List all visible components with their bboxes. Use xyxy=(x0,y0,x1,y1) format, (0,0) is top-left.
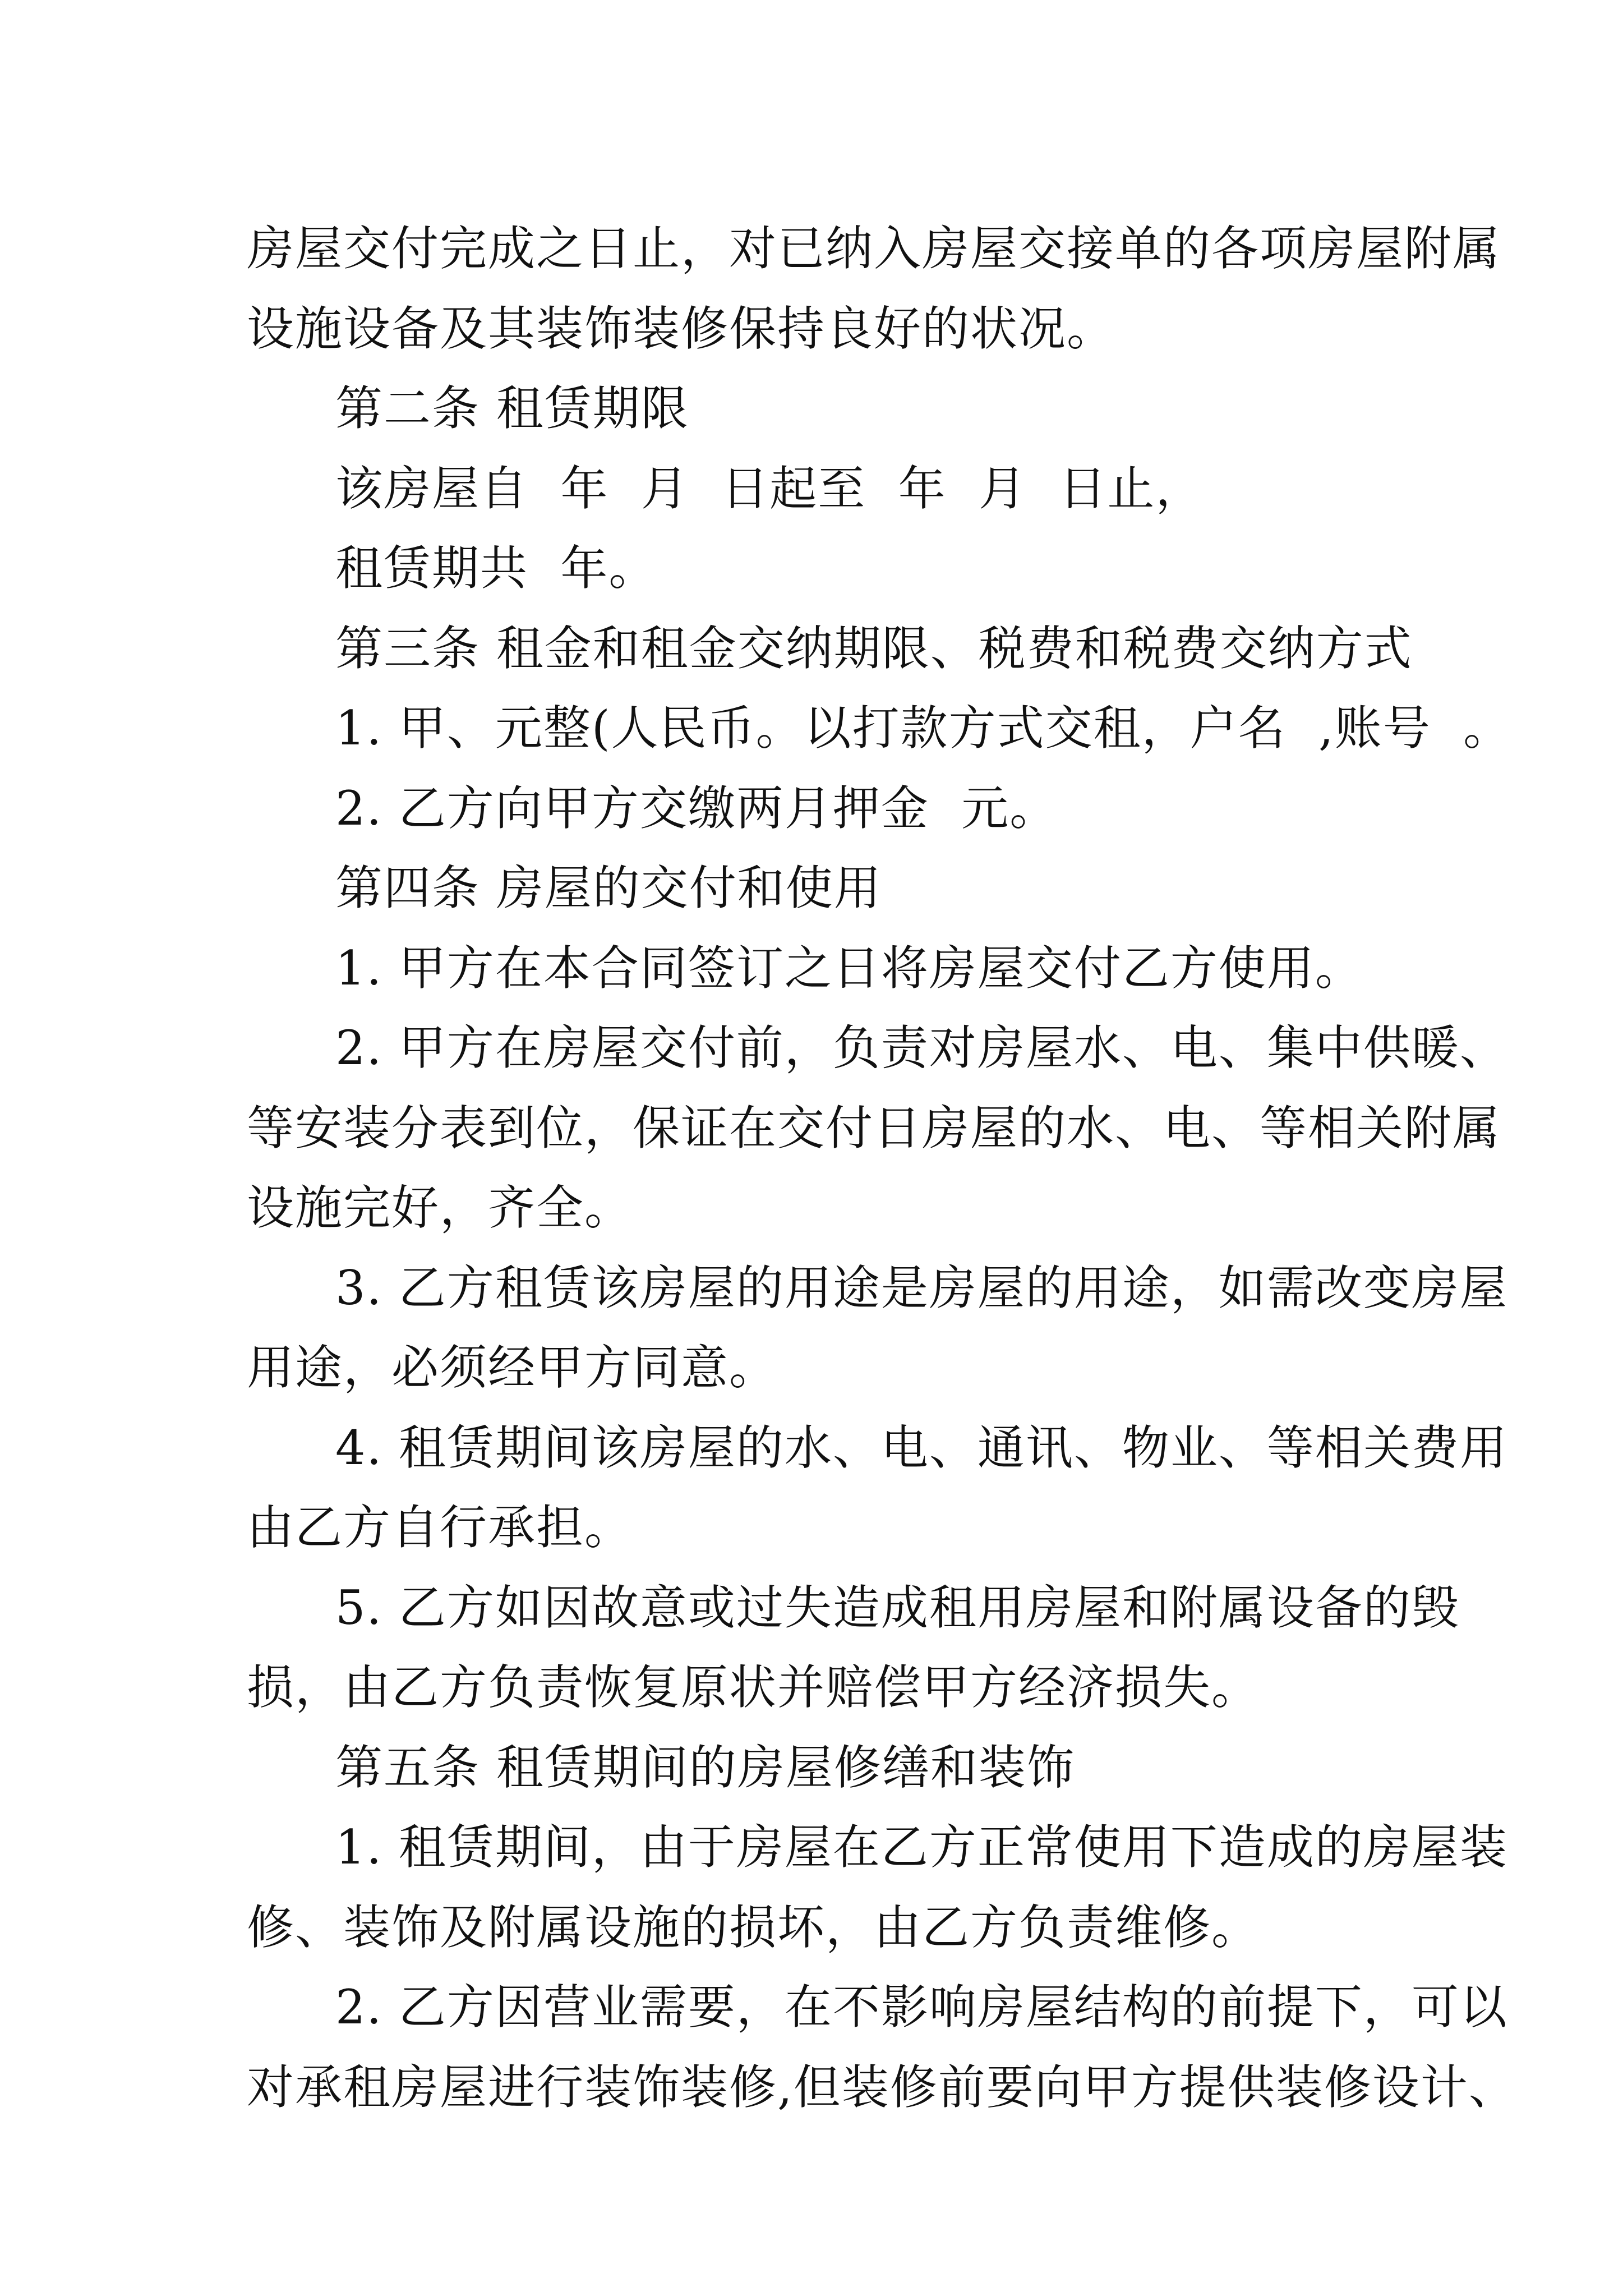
article-heading: 第五条 租赁期间的房屋修缮和装饰 xyxy=(335,1740,1075,1795)
text-line: 设施完好，齐全。 xyxy=(247,1180,633,1235)
text-line: 1. 甲、元整(人民币。以打款方式交租，户名 ,账号 。 xyxy=(335,701,1512,756)
text-line: 5. 乙方如因故意或过失造成租用房屋和附属设备的毁 xyxy=(335,1580,1460,1635)
text-line: 1. 租赁期间，由于房屋在乙方正常使用下造成的房屋装 xyxy=(335,1820,1508,1875)
text-line: 2. 甲方在房屋交付前，负责对房屋水、电、集中供暖、 xyxy=(335,1020,1508,1075)
text-line: 设施设备及其装饰装修保持良好的状况。 xyxy=(247,301,1115,356)
text-line: 2. 乙方向甲方交缴两月押金 元。 xyxy=(335,780,1058,836)
text-line: 用途，必须经甲方同意。 xyxy=(247,1340,778,1395)
text-line: 1. 甲方在本合同签订之日将房屋交付乙方使用。 xyxy=(335,940,1363,996)
text-line: 等安装分表到位，保证在交付日房屋的水、电、等相关附属 xyxy=(247,1100,1501,1156)
text-line: 房屋交付完成之日止，对已纳入房屋交接单的各项房屋附属 xyxy=(247,221,1501,276)
text-line: 2. 乙方因营业需要，在不影响房屋结构的前提下，可以 xyxy=(335,1980,1508,2035)
text-line: 由乙方自行承担。 xyxy=(247,1500,633,1555)
article-heading: 第三条 租金和租金交纳期限、税费和税费交纳方式 xyxy=(335,620,1413,676)
text-line: 损，由乙方负责恢复原状并赔偿甲方经济损失。 xyxy=(247,1660,1260,1715)
text-line: 该房屋自 年 月 日起至 年 月 日止， xyxy=(335,461,1204,516)
text-line: 4. 租赁期间该房屋的水、电、通讯、物业、等相关费用 xyxy=(335,1420,1508,1475)
text-line: 3. 乙方租赁该房屋的用途是房屋的用途，如需改变房屋 xyxy=(335,1260,1508,1315)
article-heading: 第二条 租赁期限 xyxy=(335,381,689,436)
text-line: 租赁期共 年。 xyxy=(335,541,657,596)
document-body xyxy=(247,209,1517,2127)
text-line: 修、装饰及附属设施的损坏，由乙方负责维修。 xyxy=(247,1899,1260,1955)
article-heading: 第四条 房屋的交付和使用 xyxy=(335,861,882,915)
text-line: 对承租房屋进行装饰装修,但装修前要向甲方提供装修设计、 xyxy=(247,2059,1517,2115)
